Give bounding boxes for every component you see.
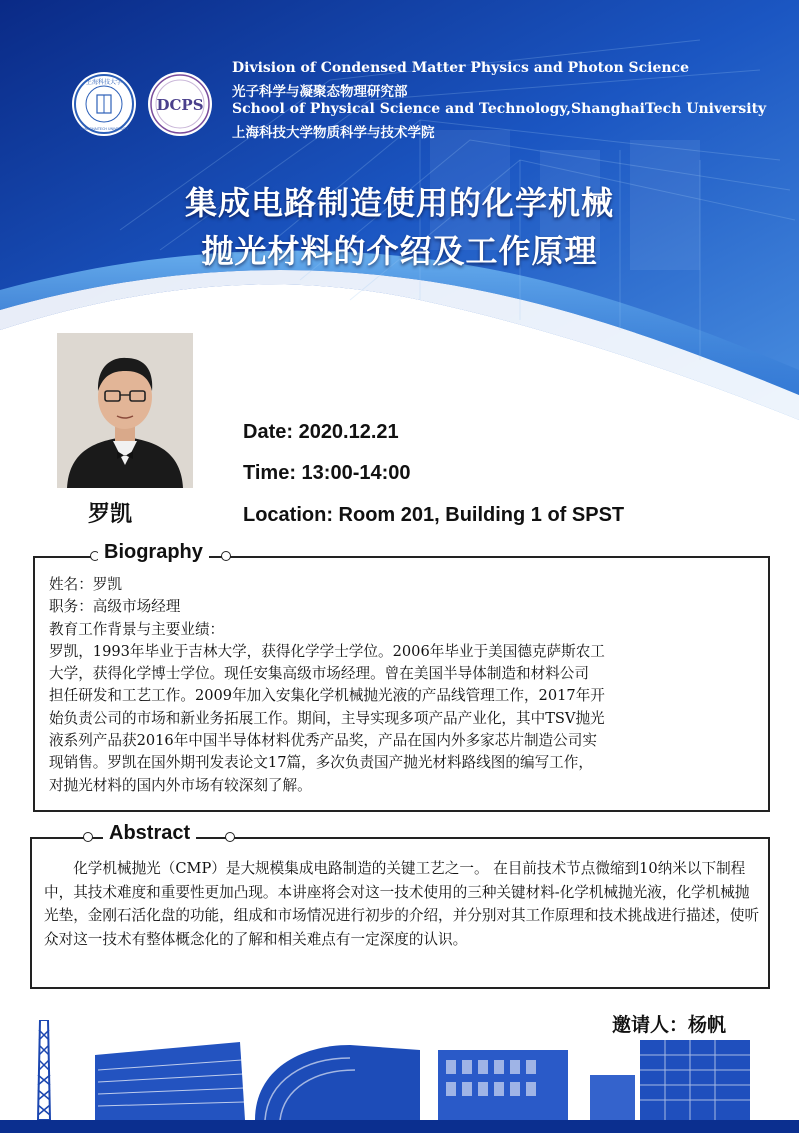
event-time: Time: 13:00-14:00 — [243, 462, 411, 484]
bio-line: 对抛光材料的国内外市场有较深刻了解。 — [49, 776, 312, 794]
biography-heading: Biography — [98, 541, 209, 564]
school-name-cn: 上海科技大学物质科学与技术学院 — [232, 125, 435, 141]
event-date: Date: 2020.12.21 — [243, 421, 399, 443]
division-logo-text: DCPS — [156, 96, 204, 114]
university-logo — [72, 72, 136, 136]
lecture-title-line-1: 集成电路制造使用的化学机械 — [184, 184, 614, 222]
speaker-photo — [57, 333, 193, 488]
abstract-text: 化学机械抛光（CMP）是大规模集成电路制造的关键工艺之一。 在目前技术节点微缩到10纳米以下制程中，其技术难度和重要性更加凸现。本讲座将会对这一技术使用的三种关键材料-化学机械抛光液，化学机械抛光垫，金刚石活化盘的功能，组成和市场情况进行初步的介绍，并分别对其工作原理和技术挑战进行描述，使听众对这一技术有整体概念化的了解和相关难点有一定深度的认识。 — [44, 860, 760, 948]
university-logo-subtext: SHANGHAITECH UNIVERSITY — [79, 127, 129, 131]
abstract-heading: Abstract — [103, 822, 196, 845]
school-name-en: School of Physical Science and Technology,ShanghaiTech University — [232, 101, 767, 117]
bio-line: 现销售。罗凯在国外期刊发表论文17篇，多次负责国产抛光材料路线图的编写工作， — [49, 754, 593, 772]
abstract-heading-dot-right — [225, 832, 235, 842]
bio-line: 教育工作背景与主要业绩： — [49, 620, 225, 638]
bio-line: 罗凯，1993年毕业于吉林大学，获得化学学士学位。2006年毕业于美国德克萨斯农工 — [49, 642, 605, 660]
bio-line: 职务：高级市场经理 — [49, 598, 181, 616]
lecture-title-line-2: 抛光材料的介绍及工作原理 — [201, 232, 598, 270]
abstract-heading-dot-left — [83, 832, 93, 842]
bio-line: 大学，获得化学博士学位。现任安集高级市场经理。曾在美国半导体制造和材料公司 — [49, 665, 589, 683]
bio-line: 液系列产品获2016年中国半导体材料优秀产品奖，产品在国内外多家芯片制造公司实 — [49, 732, 597, 750]
division-name-en: Division of Condensed Matter Physics and Photon Science — [232, 60, 689, 76]
biography-heading-dot-right — [221, 551, 231, 561]
speaker-name: 罗凯 — [88, 502, 133, 527]
inviter: 邀请人：杨帆 — [612, 1014, 727, 1036]
bio-line: 始负责公司的市场和新业务拓展工作。期间，主导实现多项产品产业化，其中TSV抛光 — [49, 709, 605, 727]
university-logo-text: 上海科技大学 — [85, 79, 123, 86]
event-location: Location: Room 201, Building 1 of SPST — [243, 504, 625, 526]
division-name-cn: 光子科学与凝聚态物理研究部 — [232, 84, 408, 100]
bio-line: 姓名：罗凯 — [49, 576, 122, 593]
bio-line: 担任研发和工艺工作。2009年加入安集化学机械抛光液的产品线管理工作，2017年开 — [49, 687, 605, 705]
biography-text — [49, 574, 761, 797]
campus-skyline — [0, 1020, 799, 1133]
division-logo — [148, 72, 212, 136]
